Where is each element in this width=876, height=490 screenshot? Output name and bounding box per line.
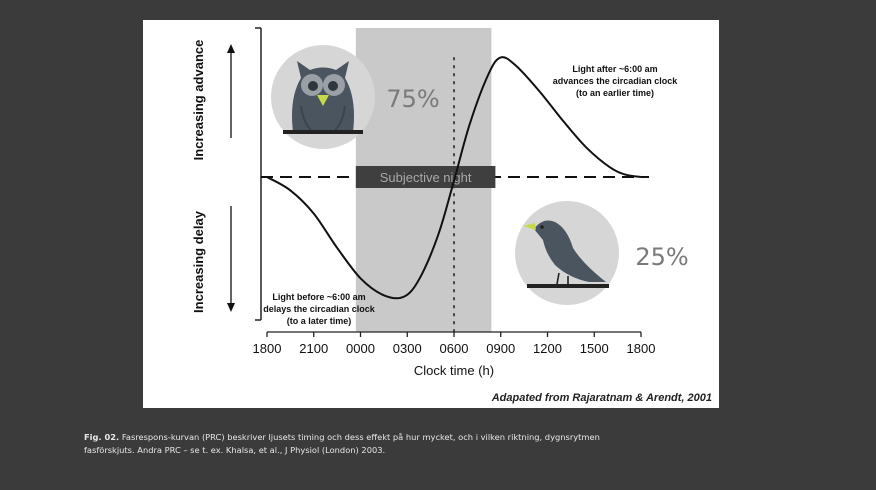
- advance-arrow: [227, 44, 235, 138]
- x-tick-label: 1200: [533, 341, 562, 356]
- caption-label: Fig. 02.: [84, 432, 120, 442]
- owl-badge: [271, 45, 375, 149]
- x-tick-label: 0300: [392, 341, 422, 356]
- bird-percent: 25%: [635, 243, 689, 271]
- caption-text: Fasrespons-kurvan (PRC) beskriver ljusets timing och dess effekt på hur mycket, och i vilken riktning, dygnsrytmen fasförskjuts. Andra PRC – se t. ex. Khalsa, et al., J Physiol (London) 2003.: [84, 432, 600, 455]
- figure: [143, 20, 719, 408]
- x-ticks: [253, 332, 656, 356]
- delay-annotation-line-3: (to a later time): [286, 316, 352, 326]
- advance-annotation: [553, 64, 679, 98]
- advance-annotation-line-3: (to an earlier time): [575, 88, 655, 98]
- x-tick-label: 0900: [486, 341, 516, 356]
- prc-chart: [143, 20, 719, 408]
- delay-arrow: [227, 206, 235, 312]
- delay-annotation-line-2: delays the circadian clock: [263, 304, 375, 314]
- bird-badge: [515, 201, 619, 305]
- y-label-advance: Increasing advance: [191, 39, 206, 161]
- figure-caption: [84, 431, 644, 457]
- delay-annotation-line-1: Light before ~6:00 am: [272, 292, 366, 302]
- x-tick-label: 1800: [252, 341, 282, 356]
- x-tick-label: 1500: [579, 341, 609, 356]
- x-axis-label: Clock time (h): [413, 363, 495, 378]
- figure-credit: Adapated from Rajaratnam & Arendt, 2001: [491, 392, 712, 404]
- x-tick-label: 0000: [346, 341, 375, 356]
- x-tick-label: 0600: [439, 341, 469, 356]
- subjective-night-label: Subjective night: [379, 170, 472, 185]
- x-tick-label: 2100: [299, 341, 329, 356]
- advance-annotation-line-2: advances the circadian clock: [552, 76, 678, 86]
- x-tick-label: 1800: [626, 341, 656, 356]
- advance-annotation-line-1: Light after ~6:00 am: [572, 64, 658, 74]
- owl-percent: 75%: [386, 85, 440, 113]
- y-label-delay: Increasing delay: [191, 211, 206, 313]
